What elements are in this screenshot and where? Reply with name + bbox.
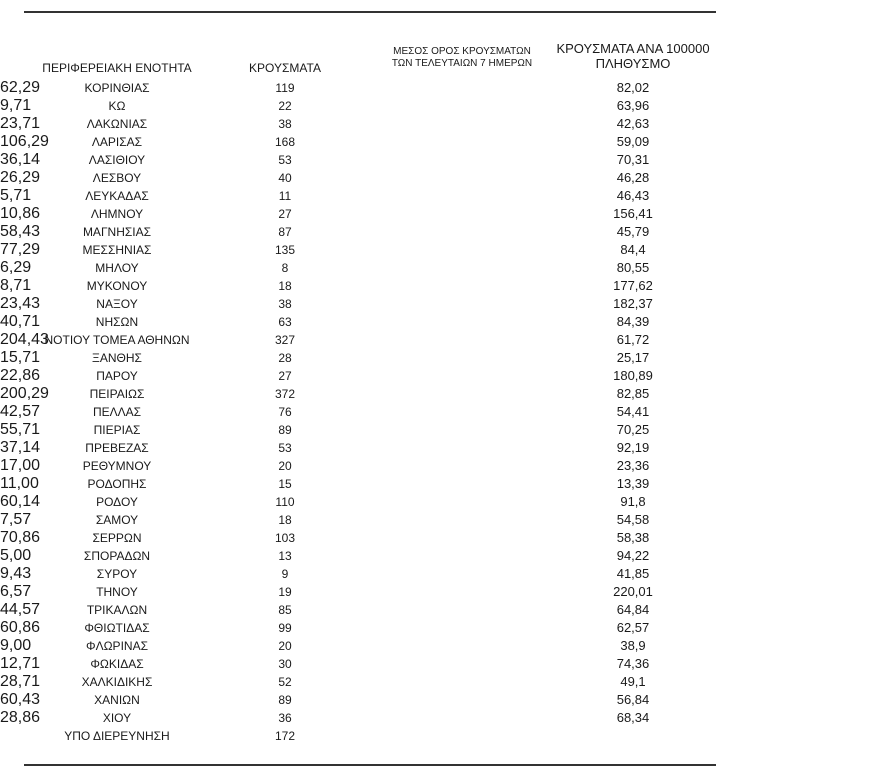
cell-per100k: 46,43	[616, 188, 650, 203]
cell-area: ΝΟΤΙΟΥ ΤΟΜΕΑ ΑΘΗΝΩΝ	[44, 333, 190, 347]
table-row	[0, 619, 880, 637]
cell-cases: 22	[278, 99, 292, 113]
table-row	[0, 295, 880, 313]
cell-cases: 168	[274, 135, 296, 149]
cell-area: ΛΑΚΩΝΙΑΣ	[86, 117, 148, 131]
table-row	[0, 259, 880, 277]
header-avg7-line1: ΜΕΣΟΣ ΟΡΟΣ ΚΡΟΥΣΜΑΤΩΝ	[393, 46, 531, 57]
cell-area: ΣΠΟΡΑΔΩΝ	[83, 549, 151, 563]
cell-avg7: 60,43	[0, 691, 41, 708]
cell-per100k: 45,79	[616, 224, 650, 239]
cell-per100k: 38,9	[620, 638, 646, 653]
cell-area: ΠΙΕΡΙΑΣ	[93, 423, 141, 437]
table-row	[0, 223, 880, 241]
cell-cases: 8	[281, 261, 289, 275]
cell-avg7: 6,29	[0, 259, 32, 276]
table-row	[0, 403, 880, 421]
table-body	[0, 79, 880, 745]
cell-per100k: 42,63	[616, 116, 650, 131]
cell-avg7: 26,29	[0, 169, 41, 186]
cell-avg7: 17,00	[0, 457, 41, 474]
top-rule	[24, 11, 716, 13]
cell-avg7: 5,00	[0, 547, 32, 564]
cell-cases: 11	[278, 189, 292, 203]
cell-area: ΚΟΡΙΝΘΙΑΣ	[84, 81, 150, 95]
header-per100k-line1: ΚΡΟΥΣΜΑΤΑ ΑΝΑ 100000	[556, 41, 710, 56]
cell-cases: 53	[278, 153, 292, 167]
cell-area: ΦΘΙΩΤΙΔΑΣ	[84, 621, 150, 635]
table-row	[0, 583, 880, 601]
table-row	[0, 511, 880, 529]
cell-cases: 38	[278, 297, 292, 311]
cell-per100k: 62,57	[616, 620, 650, 635]
cell-area: ΜΥΚΟΝΟΥ	[86, 279, 148, 293]
cell-area: ΠΕΙΡΑΙΩΣ	[89, 387, 145, 401]
table-row	[0, 547, 880, 565]
cell-avg7: 8,71	[0, 277, 32, 294]
table-row	[0, 421, 880, 439]
cell-cases: 99	[278, 621, 292, 635]
cell-area: ΜΑΓΝΗΣΙΑΣ	[82, 225, 152, 239]
cell-area: ΣΑΜΟΥ	[95, 513, 139, 527]
cell-avg7: 58,43	[0, 223, 41, 240]
cell-per100k: 80,55	[616, 260, 650, 275]
cell-per100k: 220,01	[613, 584, 653, 599]
cell-cases: 15	[278, 477, 292, 491]
cell-avg7: 40,71	[0, 313, 41, 330]
cell-area: ΠΕΛΛΑΣ	[92, 405, 142, 419]
cell-area: ΤΡΙΚΑΛΩΝ	[86, 603, 148, 617]
cell-per100k: 74,36	[616, 656, 650, 671]
cell-cases: 20	[278, 459, 292, 473]
cell-cases: 28	[278, 351, 292, 365]
cell-avg7: 36,14	[0, 151, 41, 168]
cell-area: ΠΑΡΟΥ	[96, 369, 138, 383]
cell-cases: 9	[281, 567, 289, 581]
cell-per100k: 46,28	[616, 170, 650, 185]
cell-area: ΛΗΜΝΟΥ	[90, 207, 144, 221]
cell-area: ΣΕΡΡΩΝ	[92, 531, 142, 545]
cell-area: ΡΟΔΟΥ	[96, 495, 138, 509]
table-row	[0, 439, 880, 457]
table-row	[0, 205, 880, 223]
cell-per100k: 56,84	[616, 692, 650, 707]
cell-cases: 135	[274, 243, 296, 257]
cell-area: ΥΠΟ ΔΙΕΡΕΥΝΗΣΗ	[64, 729, 170, 743]
cell-avg7: 23,71	[0, 115, 41, 132]
table-row	[0, 601, 880, 619]
table-row	[0, 313, 880, 331]
cell-cases: 13	[278, 549, 292, 563]
cell-avg7: 44,57	[0, 601, 41, 618]
cell-area: ΜΕΣΣΗΝΙΑΣ	[82, 243, 152, 257]
cell-per100k: 82,85	[616, 386, 650, 401]
table-row	[0, 529, 880, 547]
cell-avg7: 10,86	[0, 205, 41, 222]
cell-cases: 18	[278, 279, 292, 293]
cell-cases: 38	[278, 117, 292, 131]
cell-avg7: 70,86	[0, 529, 41, 546]
cell-cases: 27	[278, 207, 292, 221]
cell-area: ΧΑΝΙΩΝ	[94, 693, 140, 707]
cell-cases: 52	[278, 675, 292, 689]
cell-per100k: 84,39	[616, 314, 650, 329]
table-row	[0, 385, 880, 403]
cell-per100k: 61,72	[616, 332, 650, 347]
bottom-rule	[24, 764, 716, 766]
cell-per100k: 58,38	[616, 530, 650, 545]
cell-avg7: 9,43	[0, 565, 32, 582]
table-row	[0, 169, 880, 187]
cell-area: ΤΗΝΟΥ	[96, 585, 138, 599]
cell-cases: 327	[274, 333, 296, 347]
table-row	[0, 187, 880, 205]
table-row	[0, 241, 880, 259]
cell-per100k: 23,36	[616, 458, 650, 473]
cell-area: ΦΩΚΙΔΑΣ	[90, 657, 144, 671]
table-row	[0, 151, 880, 169]
cell-per100k: 68,34	[616, 710, 650, 725]
table-row	[0, 691, 880, 709]
cell-area: ΧΙΟΥ	[102, 711, 132, 725]
cell-avg7: 12,71	[0, 655, 41, 672]
cell-avg7: 77,29	[0, 241, 41, 258]
table-row	[0, 655, 880, 673]
cell-cases: 119	[275, 81, 295, 95]
header-per100k-line2: ΠΛΗΘΥΣΜΟ	[595, 55, 671, 71]
cell-avg7: 60,14	[0, 493, 41, 510]
cell-avg7: 9,71	[0, 97, 32, 114]
cell-cases: 40	[278, 171, 292, 185]
cell-avg7: 200,29	[0, 385, 49, 402]
cell-cases: 36	[278, 711, 292, 725]
cell-avg7: 55,71	[0, 421, 41, 438]
cell-per100k: 91,8	[620, 494, 646, 509]
cell-avg7: 60,86	[0, 619, 41, 636]
cell-cases: 89	[278, 693, 292, 707]
cell-area: ΞΑΝΘΗΣ	[92, 351, 142, 365]
cell-area: ΚΩ	[108, 99, 126, 113]
cell-avg7: 204,43	[0, 331, 49, 348]
cell-avg7: 42,57	[0, 403, 41, 420]
table-row	[0, 727, 880, 745]
cell-area: ΝΗΣΩΝ	[95, 315, 139, 329]
table-row	[0, 133, 880, 151]
cell-cases: 89	[278, 423, 292, 437]
cell-area: ΠΡΕΒΕΖΑΣ	[85, 441, 149, 455]
cell-avg7: 28,86	[0, 709, 41, 726]
cell-per100k: 59,09	[616, 134, 650, 149]
cell-per100k: 64,84	[616, 602, 650, 617]
cell-cases: 85	[278, 603, 292, 617]
cell-per100k: 84,4	[620, 242, 646, 257]
cell-per100k: 82,02	[616, 80, 650, 95]
cell-per100k: 54,58	[616, 512, 650, 527]
cell-avg7: 5,71	[0, 187, 32, 204]
cell-cases: 103	[274, 531, 296, 545]
cell-per100k	[545, 727, 721, 745]
header-cases: ΚΡΟΥΣΜΑΤΑ	[249, 61, 321, 75]
cell-per100k: 63,96	[616, 98, 650, 113]
table-row	[0, 637, 880, 655]
cell-area: ΛΑΡΙΣΑΣ	[91, 135, 143, 149]
cell-avg7: 22,86	[0, 367, 41, 384]
table-row	[0, 493, 880, 511]
cell-avg7: 6,57	[0, 583, 32, 600]
table-row	[0, 349, 880, 367]
cell-cases: 19	[278, 585, 292, 599]
table-row	[0, 565, 880, 583]
table-row	[0, 79, 880, 97]
cell-cases: 110	[275, 495, 295, 509]
table-row	[0, 97, 880, 115]
cell-avg7: 62,29	[0, 79, 41, 96]
cell-cases: 372	[274, 387, 296, 401]
cell-area: ΛΕΥΚΑΔΑΣ	[85, 189, 149, 203]
cell-per100k: 177,62	[613, 278, 653, 293]
cell-area: ΡΕΘΥΜΝΟΥ	[82, 459, 152, 473]
cell-area: ΡΟΔΟΠΗΣ	[87, 477, 147, 491]
cell-per100k: 182,37	[613, 296, 653, 311]
cell-avg7: 28,71	[0, 673, 41, 690]
cell-area: ΦΛΩΡΙΝΑΣ	[86, 639, 148, 653]
cell-cases: 87	[278, 225, 292, 239]
cell-avg7: 23,43	[0, 295, 41, 312]
header-avg7	[362, 46, 562, 69]
table-row	[0, 331, 880, 349]
cell-per100k: 156,41	[613, 206, 653, 221]
cell-avg7: 9,00	[0, 637, 32, 654]
table-row	[0, 367, 880, 385]
cell-per100k: 180,89	[613, 368, 653, 383]
cell-per100k: 94,22	[616, 548, 650, 563]
cell-avg7: 11,00	[0, 475, 39, 492]
cell-avg7: 15,71	[0, 349, 41, 366]
cell-area: ΛΕΣΒΟΥ	[92, 171, 142, 185]
table-row	[0, 457, 880, 475]
cell-avg7: 106,29	[0, 133, 49, 150]
header-per100k	[545, 42, 721, 72]
cell-area: ΧΑΛΚΙΔΙΚΗΣ	[81, 675, 153, 689]
cell-cases: 172	[274, 729, 296, 743]
cell-avg7: 7,57	[0, 511, 32, 528]
cell-per100k: 49,1	[620, 674, 646, 689]
cell-area: ΜΗΛΟΥ	[95, 261, 139, 275]
header-avg7-line2: ΤΩΝ ΤΕΛΕΥΤΑΙΩΝ 7 ΗΜΕΡΩΝ	[391, 57, 533, 69]
cell-cases: 63	[278, 315, 292, 329]
table-row	[0, 475, 880, 493]
table-row	[0, 673, 880, 691]
cell-cases: 27	[278, 369, 292, 383]
cell-area: ΛΑΣΙΘΙΟΥ	[88, 153, 146, 167]
table-row	[0, 115, 880, 133]
cell-cases: 30	[278, 657, 292, 671]
table-row	[0, 277, 880, 295]
cell-per100k: 41,85	[616, 566, 650, 581]
cell-cases: 53	[278, 441, 292, 455]
header-area: ΠΕΡΙΦΕΡΕΙΑΚΗ ΕΝΟΤΗΤΑ	[42, 61, 192, 75]
cell-cases: 76	[278, 405, 292, 419]
cell-per100k: 13,39	[616, 476, 650, 491]
cell-cases: 18	[278, 513, 292, 527]
cell-per100k: 70,31	[616, 152, 650, 167]
cell-area: ΣΥΡΟΥ	[96, 567, 138, 581]
cell-per100k: 92,19	[616, 440, 650, 455]
cell-cases: 20	[278, 639, 292, 653]
cell-area: ΝΑΞΟΥ	[96, 297, 138, 311]
cell-avg7: 37,14	[0, 439, 41, 456]
cell-per100k: 70,25	[616, 422, 650, 437]
cell-per100k: 25,17	[616, 350, 650, 365]
table-row	[0, 709, 880, 727]
cell-per100k: 54,41	[616, 404, 650, 419]
